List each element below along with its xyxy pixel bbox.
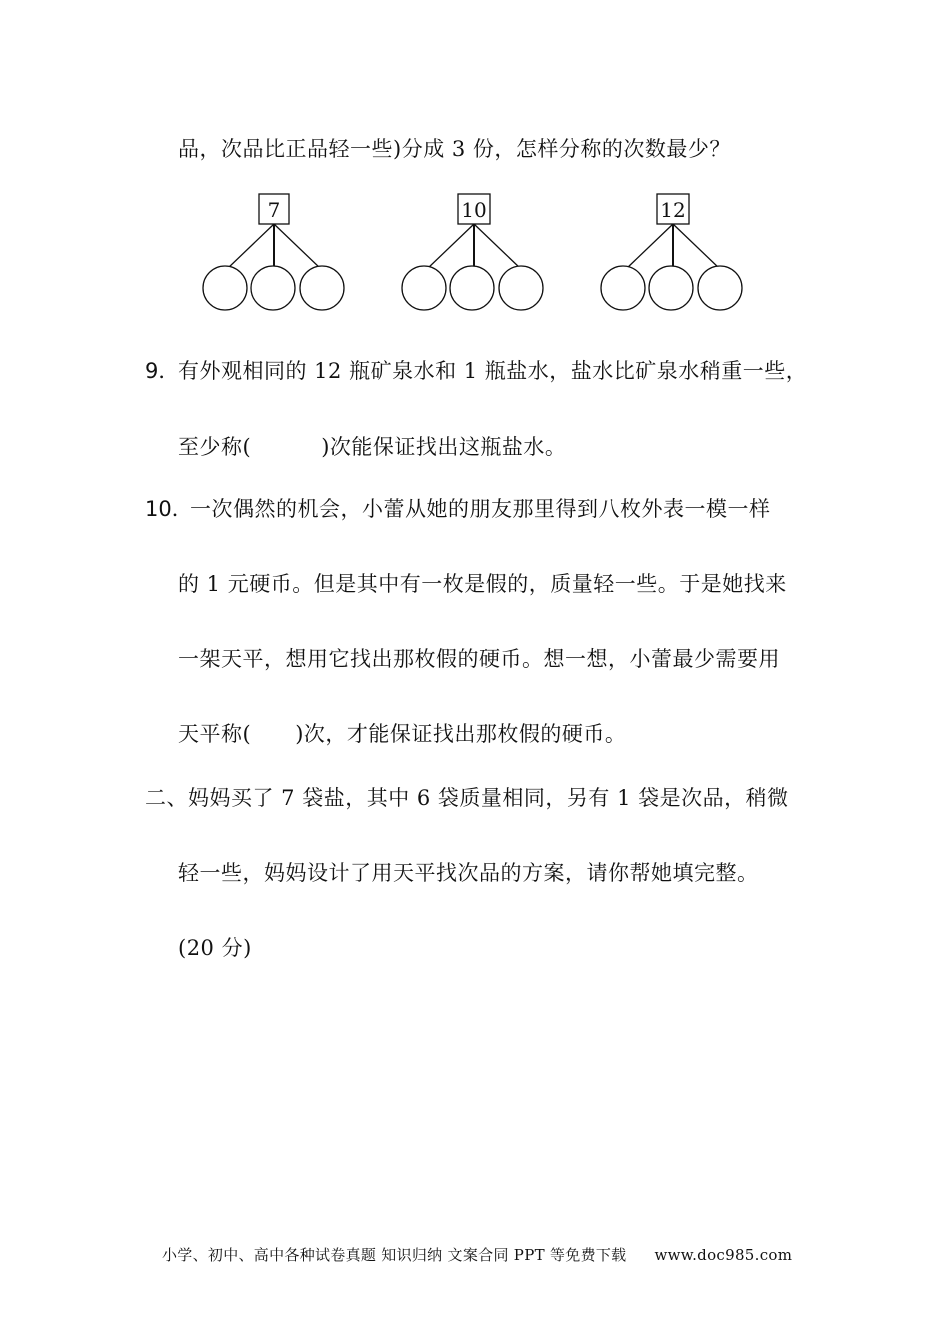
q10-number: 10． bbox=[145, 497, 193, 521]
q8-continuation: 品，次品比正品轻一些)分成 3 份，怎样分称的次数最少？ bbox=[178, 137, 731, 161]
section-2-line-1: 二、妈妈买了 7 袋盐，其中 6 袋质量相同，另有 1 袋是次品，稍微 bbox=[145, 786, 789, 810]
tree-12 bbox=[601, 194, 742, 310]
q10-text-after-blank: )次，才能保证找出那枚假的硬币。 bbox=[295, 722, 627, 746]
tree-number: 10 bbox=[461, 198, 487, 222]
group-circle bbox=[698, 266, 742, 310]
q9-line-2 bbox=[178, 432, 566, 462]
tree-number: 7 bbox=[267, 198, 281, 222]
q9-text-before-blank: 至少称( bbox=[178, 435, 252, 459]
group-circle bbox=[203, 266, 247, 310]
group-circle bbox=[402, 266, 446, 310]
section-2-line-2: 轻一些，妈妈设计了用天平找次品的方案，请你帮她填完整。 bbox=[178, 861, 759, 885]
q10-line-2: 的 1 元硬币。但是其中有一枚是假的，质量轻一些。于是她找来 bbox=[178, 572, 787, 596]
tree-10 bbox=[402, 194, 543, 310]
group-circle bbox=[601, 266, 645, 310]
tree-7 bbox=[203, 194, 344, 310]
q10-line-3: 一架天平，想用它找出那枚假的硬币。想一想，小蕾最少需要用 bbox=[178, 647, 780, 671]
q9-text-after-blank: )次能保证找出这瓶盐水。 bbox=[321, 435, 567, 459]
group-circle bbox=[499, 266, 543, 310]
q10-line-4 bbox=[178, 719, 626, 749]
group-circle bbox=[300, 266, 344, 310]
group-circle bbox=[251, 266, 295, 310]
page-footer bbox=[162, 1244, 792, 1266]
tree-number: 12 bbox=[660, 198, 686, 222]
group-circle bbox=[649, 266, 693, 310]
grouping-diagram bbox=[195, 190, 755, 320]
q10-line-1: 一次偶然的机会，小蕾从她的朋友那里得到八枚外表一模一样 bbox=[190, 497, 771, 521]
q9-number: 9． bbox=[145, 359, 180, 383]
footer-url[interactable]: www.doc985.com bbox=[654, 1246, 793, 1264]
q10-text-before-blank: 天平称( bbox=[178, 722, 252, 746]
q9-line-1: 有外观相同的 12 瓶矿泉水和 1 瓶盐水，盐水比矿泉水稍重一些， bbox=[178, 359, 808, 383]
group-circle bbox=[450, 266, 494, 310]
footer-text: 小学、初中、高中各种试卷真题 知识归纳 文案合同 PPT 等免费下载 bbox=[162, 1246, 627, 1264]
section-2-points: (20 分) bbox=[178, 936, 252, 960]
